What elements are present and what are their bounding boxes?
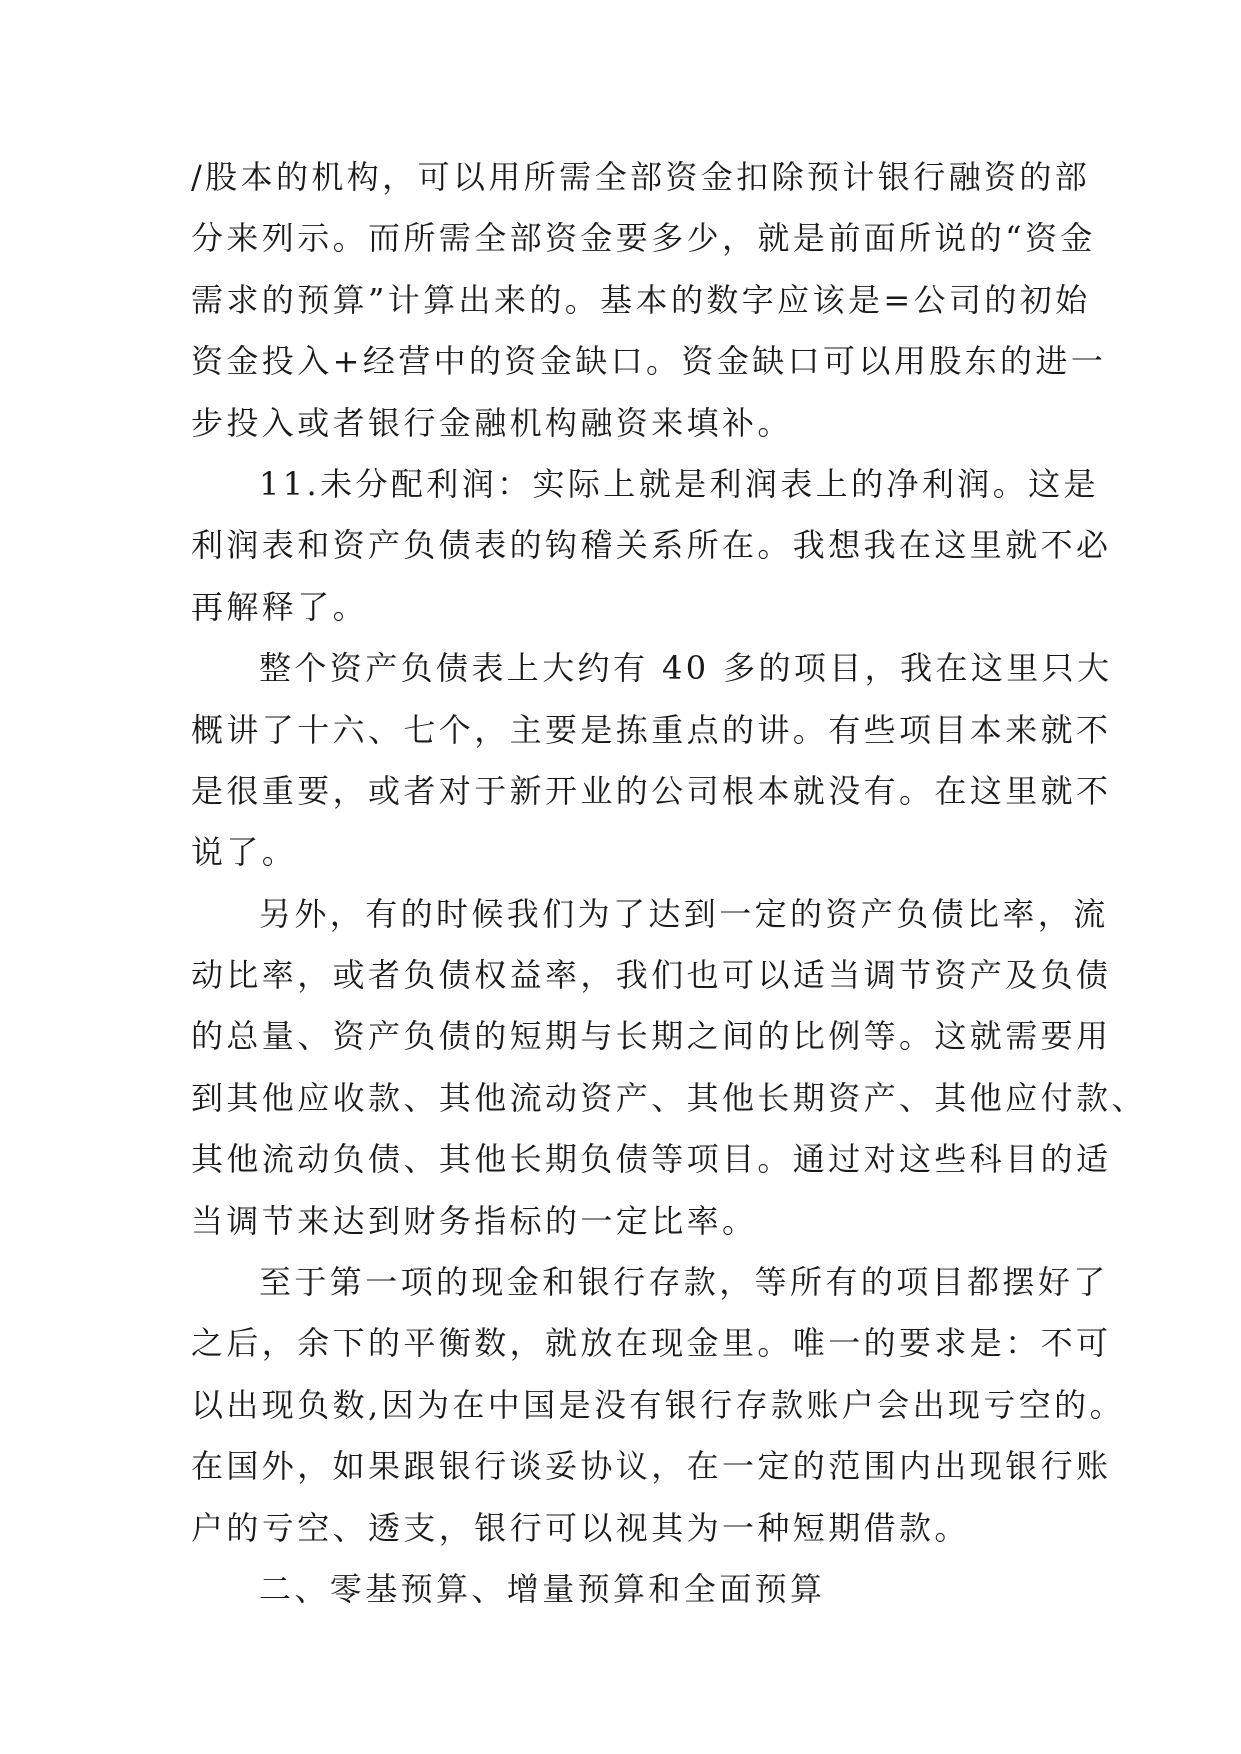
text-line: 是很重要，或者对于新开业的公司根本就没有。在这里就不 bbox=[191, 771, 1112, 810]
body-text bbox=[191, 147, 1147, 1620]
text-line: 分来列示。而所需全部资金要多少，就是前面所说的“资金 bbox=[191, 219, 1096, 258]
section-heading: 二、零基预算、增量预算和全面预算 bbox=[259, 1569, 826, 1608]
text-line: 11.未分配利润：实际上就是利润表上的净利润。这是 bbox=[259, 464, 1099, 503]
text-line: 户的亏空、透支，银行可以视其为一种短期借款。 bbox=[191, 1508, 970, 1547]
text-line: 概讲了十六、七个，主要是拣重点的讲。有些项目本来就不 bbox=[191, 710, 1112, 749]
text-line: 到其他应收款、其他流动资产、其他长期资产、其他应付款、 bbox=[191, 1078, 1147, 1117]
text-line: 说了。 bbox=[191, 833, 298, 872]
text-line: 利润表和资产负债表的钩稽关系所在。我想我在这里就不必 bbox=[191, 526, 1112, 565]
text-line: 其他流动负债、其他长期负债等项目。通过对这些科目的适 bbox=[191, 1140, 1112, 1179]
text-line: /股本的机构，可以用所需全部资金扣除预计银行融资的部 bbox=[191, 158, 1091, 196]
text-line: 资金投入+经营中的资金缺口。资金缺口可以用股东的进一 bbox=[191, 342, 1107, 381]
text-line: 的总量、资产负债的短期与长期之间的比例等。这就需要用 bbox=[191, 1017, 1112, 1056]
text-line: 以出现负数,因为在中国是没有银行存款账户会出现亏空的。 bbox=[191, 1385, 1125, 1424]
text-line: 另外，有的时候我们为了达到一定的资产负债比率，流 bbox=[259, 894, 1109, 933]
text-line: 至于第一项的现金和银行存款，等所有的项目都摆好了 bbox=[259, 1263, 1109, 1302]
text-line: 步投入或者银行金融机构融资来填补。 bbox=[191, 403, 793, 442]
text-line: 在国外，如果跟银行谈妥协议，在一定的范围内出现银行账 bbox=[191, 1447, 1112, 1486]
text-line: 需求的预算”计算出来的。基本的数字应该是=公司的初始 bbox=[191, 280, 1091, 319]
text-line: 再解释了。 bbox=[191, 587, 369, 626]
text-line: 当调节来达到财务指标的一定比率。 bbox=[191, 1201, 758, 1240]
text-line: 整个资产负债表上大约有 40 多的项目，我在这里只大 bbox=[259, 649, 1113, 688]
text-line: 之后，余下的平衡数，就放在现金里。唯一的要求是：不可 bbox=[191, 1324, 1112, 1363]
text-line: 动比率，或者负债权益率，我们也可以适当调节资产及负债 bbox=[191, 956, 1112, 995]
